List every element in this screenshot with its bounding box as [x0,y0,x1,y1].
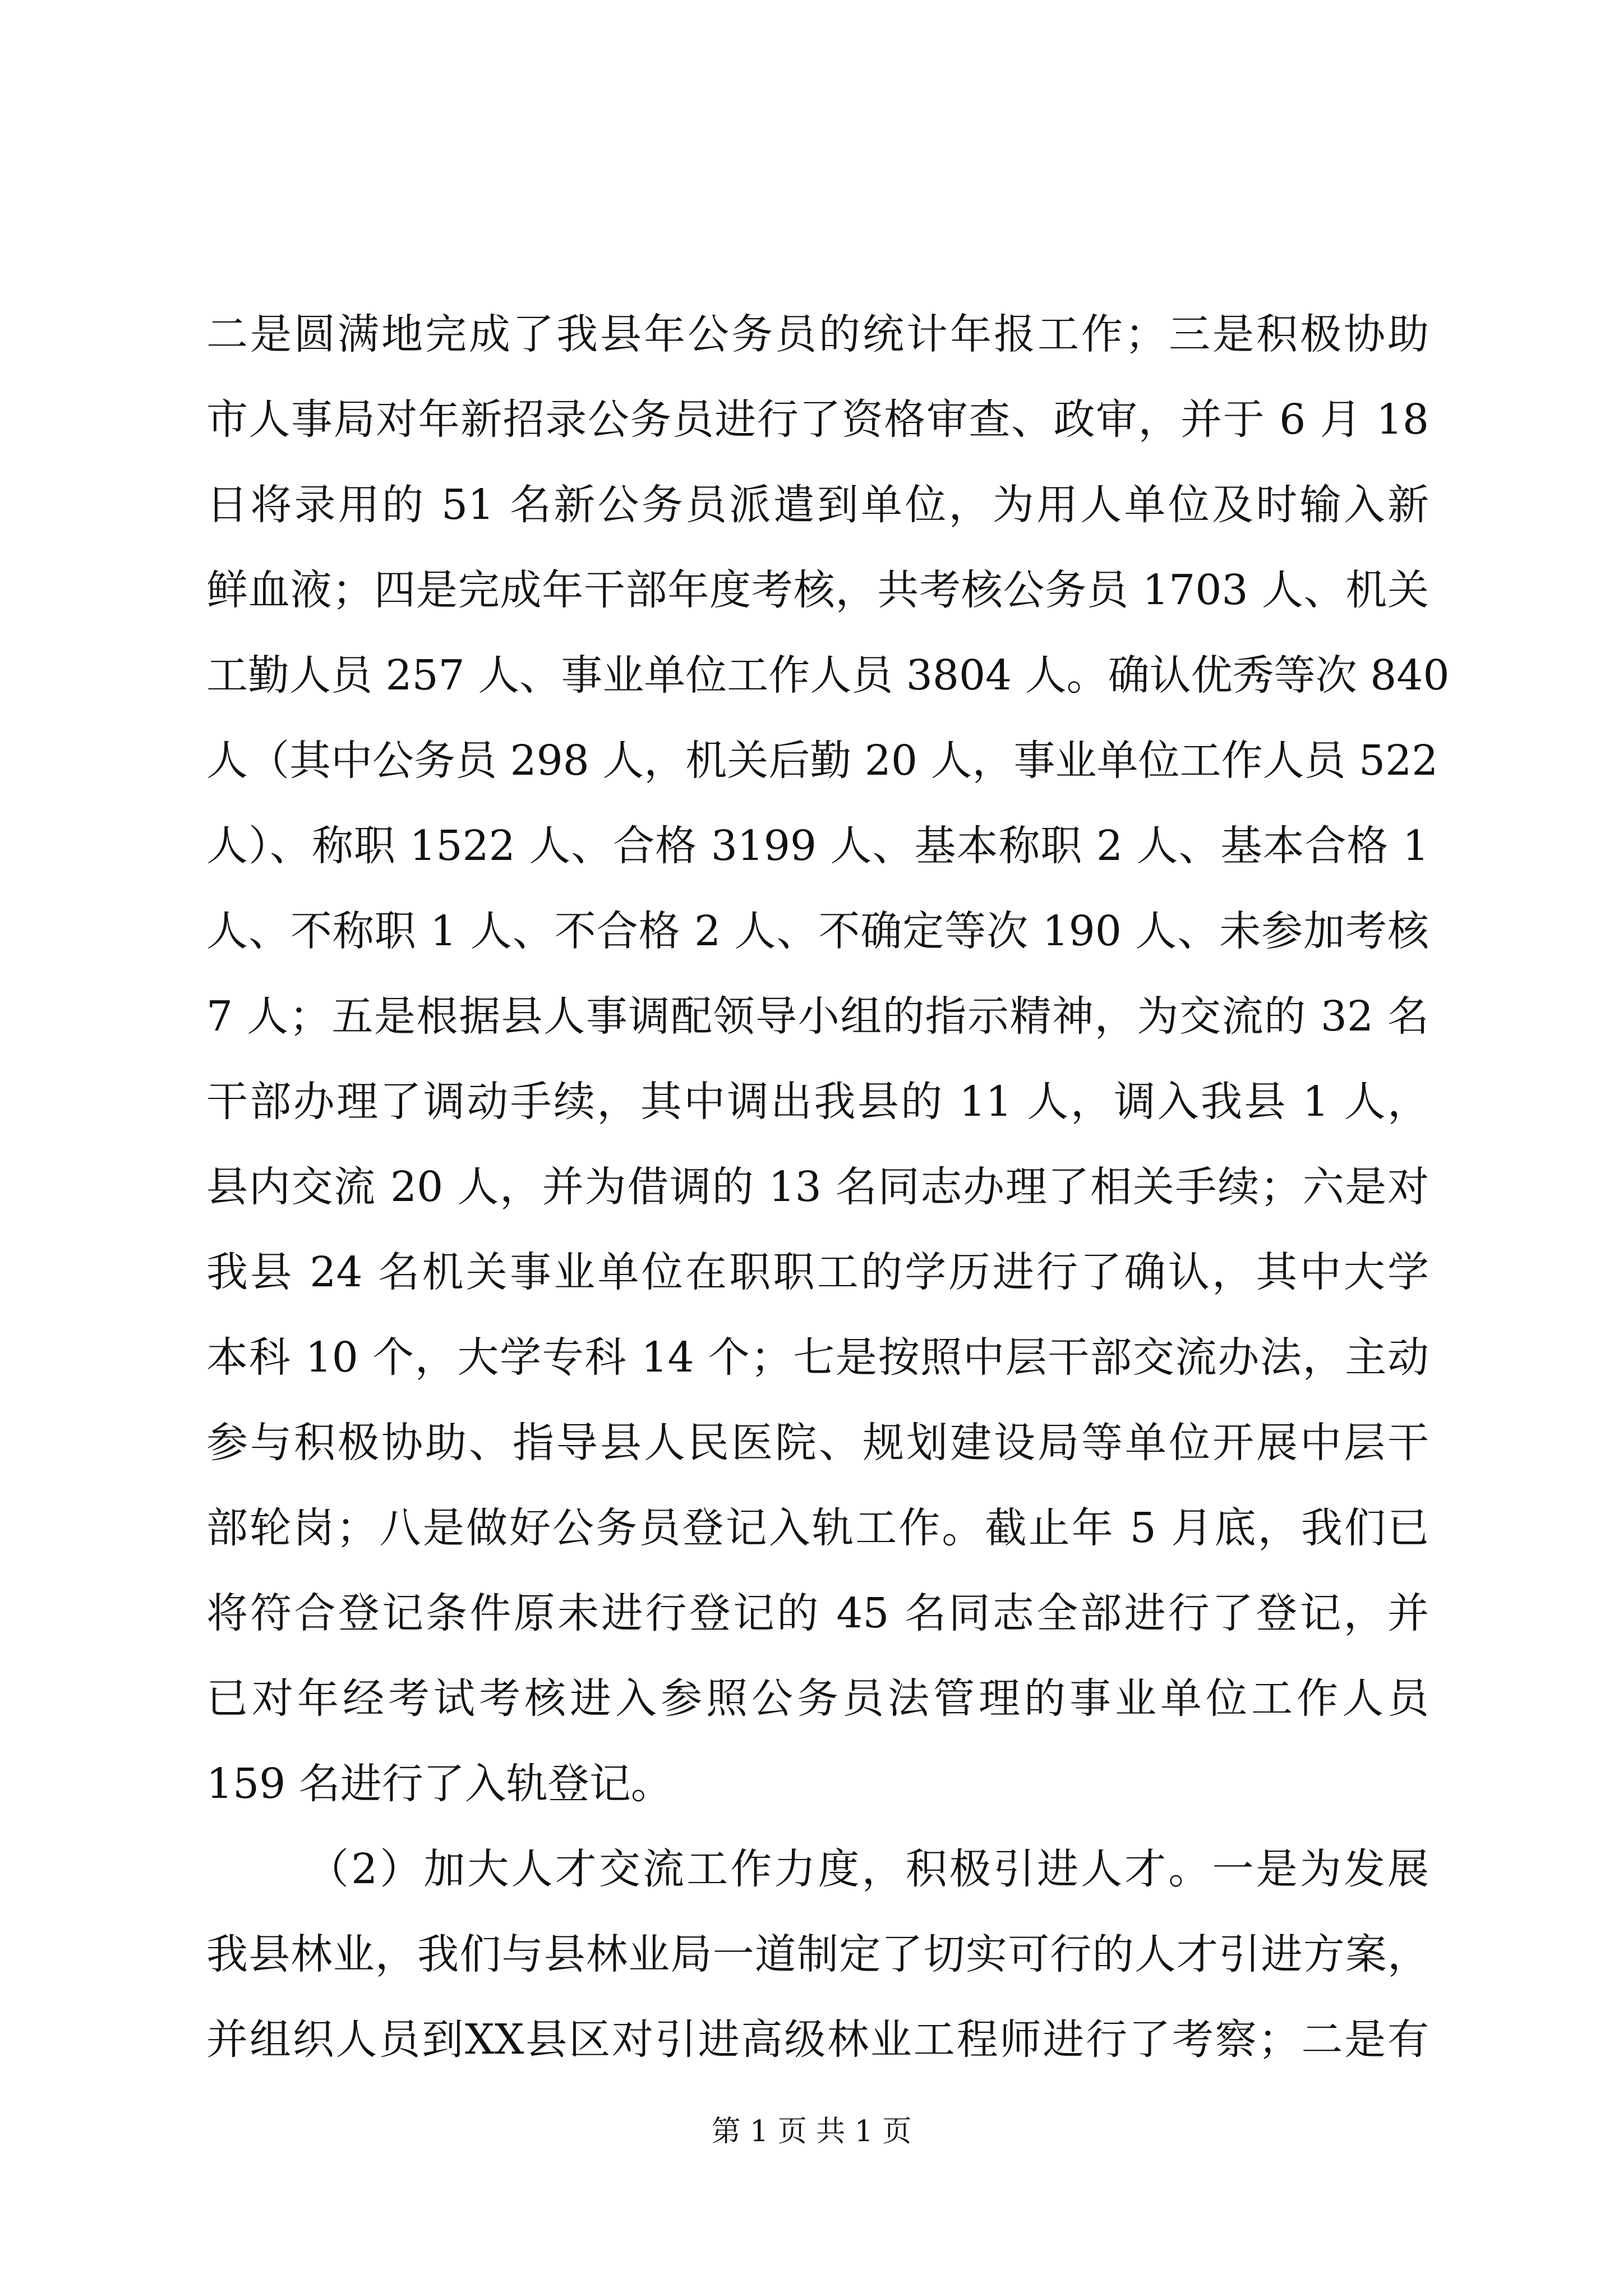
text-line-14: 参与积极协助、指导县人民医院、规划建设局等单位开展中层干 [206,1419,1429,1467]
text-line-12: 我县 24 名机关事业单位在职职工的学历进行了确认，其中大学 [206,1248,1429,1296]
body-text [206,292,1450,2082]
text-line-6: 人（其中公务员 298 人，机关后勤 20 人，事业单位工作人员 522 [206,737,1438,785]
text-line-4: 鲜血液；四是完成年干部年度考核，共考核公务员 1703 人、机关 [206,566,1429,614]
text-line-18: 159 名进行了入轨登记。 [206,1760,672,1808]
text-line-20: 我县林业，我们与县林业局一道制定了切实可行的人才引进方案， [206,1930,1429,1978]
text-line-2: 市人事局对年新招录公务员进行了资格审查、政审，并于 6 月 18 [206,395,1429,444]
text-line-17: 已对年经考试考核进入参照公务员法管理的事业单位工作人员 [206,1674,1429,1723]
text-line-7: 人）、称职 1522 人、合格 3199 人、基本称职 2 人、基本合格 1 [206,822,1429,870]
text-line-15: 部轮岗；八是做好公务员登记入轨工作。截止年 5 月底，我们已 [206,1504,1429,1552]
text-line-1: 二是圆满地完成了我县年公务员的统计年报工作；三是积极协助 [206,310,1429,358]
text-line-13: 本科 10 个，大学专科 14 个；七是按照中层干部交流办法，主动 [206,1333,1429,1382]
text-line-19: （2）加大人才交流工作力度，积极引进人才。一是为发展 [307,1845,1429,1893]
text-line-16: 将符合登记条件原未进行登记的 45 名同志全部进行了登记，并 [206,1589,1429,1637]
text-line-10: 干部办理了调动手续，其中调出我县的 11 人，调入我县 1 人， [206,1078,1429,1126]
text-line-3: 日将录用的 51 名新公务员派遣到单位，为用人单位及时输入新 [206,481,1429,529]
text-line-11: 县内交流 20 人，并为借调的 13 名同志办理了相关手续；六是对 [206,1163,1429,1211]
page-footer [0,2109,1623,2154]
text-line-8: 人、不称职 1 人、不合格 2 人、不确定等次 190 人、未参加考核 [206,907,1429,955]
text-line-5: 工勤人员 257 人、事业单位工作人员 3804 人。确认优秀等次 840 [206,651,1450,700]
text-line-9: 7 人；五是根据县人事调配领导小组的指示精神，为交流的 32 名 [206,992,1429,1041]
text-line-21: 并组织人员到XX县区对引进高级林业工程师进行了考察；二是有 [206,2016,1429,2064]
page-number-label: 第 1 页 共 1 页 [711,2115,912,2148]
